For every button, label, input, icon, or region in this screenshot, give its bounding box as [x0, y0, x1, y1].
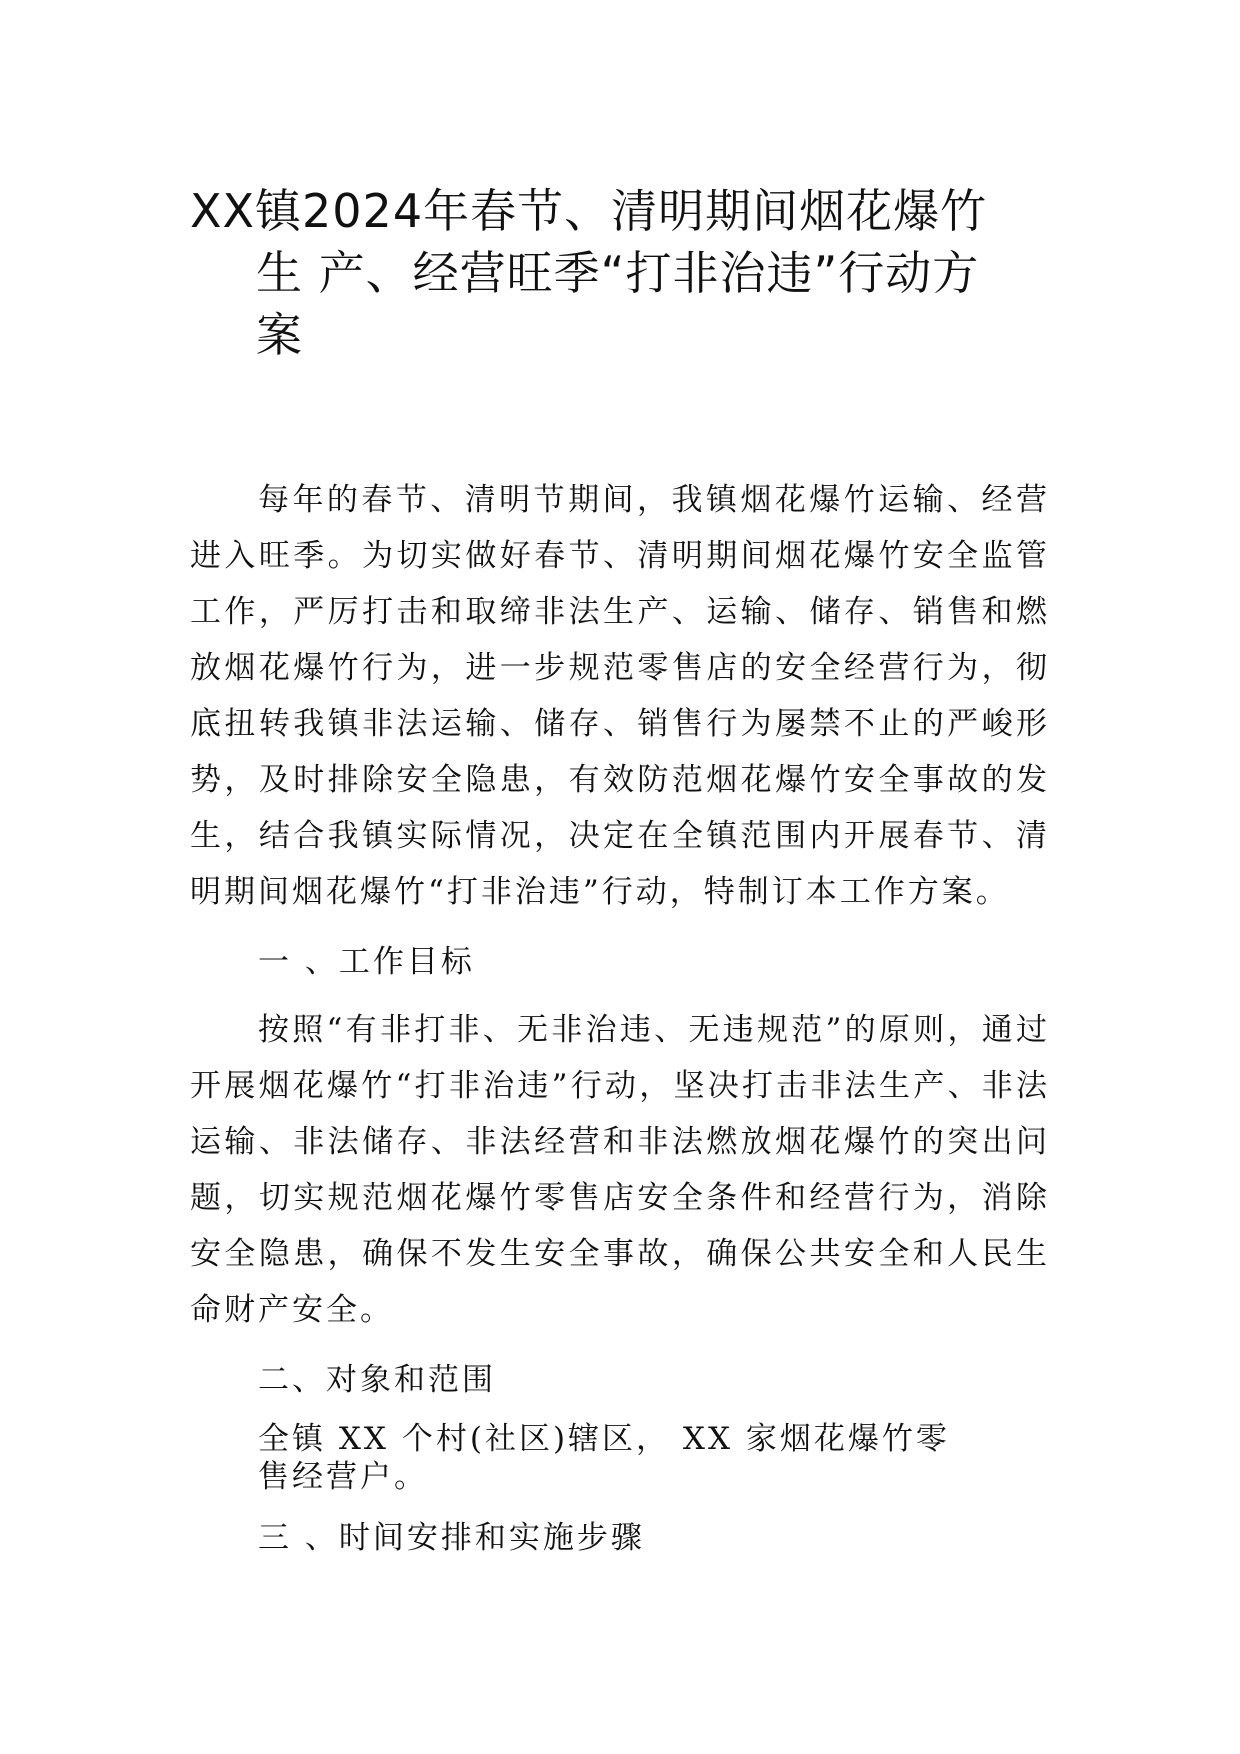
title-line-1: XX镇2024年春节、清明期间烟花爆竹 [190, 184, 988, 238]
document-body [190, 472, 1050, 1578]
title-line-3: 案 [256, 308, 303, 362]
intro-paragraph: 每年的春节、清明节期间，我镇烟花爆竹运输、经营进入旺季。为切实做好春节、清明期间烟花爆竹安全监管工作，严厉打击和取缔非法生产、运输、储存、销售和燃放烟花爆竹行为，进一步规范零售店的安全经营行为，彻底扭转我镇非法运输、储存、销售行为屡禁不止的严峻形势，及时排除安全隐患，有效防范烟花爆竹安全事故的发生，结合我镇实际情况，决定在全镇范围内开展春节、清明期间烟花爆竹“打非治违”行动，特制订本工作方案。 [190, 482, 1050, 910]
section-2-paragraph: 全镇 XX 个村(社区)辖区， XX 家烟花爆竹零售经营户。 [258, 1421, 950, 1495]
section-1-heading: 一 、工作目标 [258, 944, 475, 980]
document-title [190, 180, 1050, 366]
section-3-heading: 三 、时间安排和实施步骤 [258, 1520, 645, 1556]
title-line-2: 生 产、经营旺季“打非治违”行动方 [256, 246, 980, 300]
section-1-paragraph: 按照“有非打非、无非治违、无违规范”的原则，通过开展烟花爆竹“打非治违”行动，坚决打击非法生产、非法运输、非法储存、非法经营和非法燃放烟花爆竹的突出问题，切实规范烟花爆竹零售店安全条件和经营行为，消除安全隐患，确保不发生安全事故，确保公共安全和人民生命财产安全。 [190, 1012, 1050, 1328]
section-2-heading: 二、对象和范围 [258, 1362, 496, 1398]
